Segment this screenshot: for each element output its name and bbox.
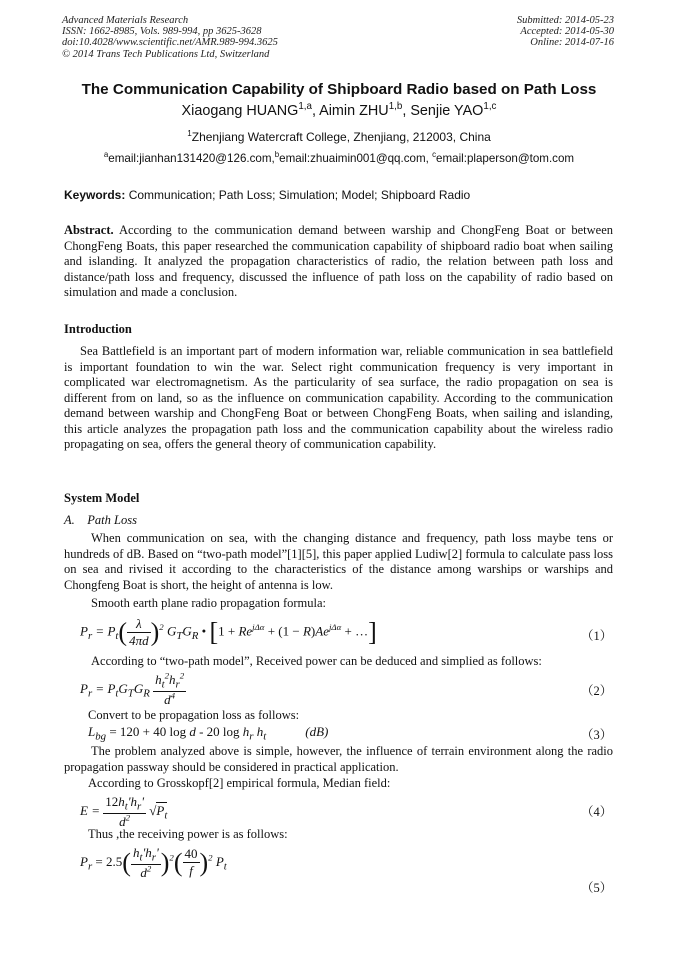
equation-5: $P_r = 2.5$( $\frac{h_t'h_r'}{d^2}$ )$^2$( $\frac{40}{f}$ )$^2$ $P_t$ <box>80 845 227 880</box>
equation-3: $L_{bg} = 120 + 40$ log d - 20 $\log h_r$ $h_t$ (dB) <box>88 724 329 743</box>
author-name: Aimin ZHU <box>319 103 389 119</box>
email-b: email:zhuaimin001@qq.com <box>279 152 426 165</box>
journal-info <box>62 15 278 60</box>
email-a: email:jianhan131420@126.com <box>108 152 272 165</box>
email-sup: c <box>432 150 437 160</box>
equation-number: （1） <box>581 629 613 643</box>
paper-title: The Communication Capability of Shipboard Radio based on Path Loss <box>81 81 597 98</box>
introduction-heading: Introduction <box>64 322 132 336</box>
affiliation-sup: 1 <box>187 129 192 138</box>
equation-1: $P_r = P_t$( $\frac{\lambda}{4\pi d}$ )$^2$ $G_TG_R$ • [$1 + Re^{j\Delta\alpha} + (1 - R)Ae^{j\Delta\alpha}$ + …] <box>80 616 377 648</box>
equation-number: （5） <box>581 881 613 895</box>
propagation-formula-intro: Smooth earth plane radio propagation formula: <box>91 596 327 610</box>
abstract <box>64 223 613 301</box>
subsection-title: Path Loss <box>87 513 137 527</box>
grosskopf-intro: According to Grosskopf[2] empirical formula, Median field: <box>88 776 391 790</box>
author-name: Senjie YAO <box>410 103 484 119</box>
email-sup: b <box>274 150 280 160</box>
journal-copyright: © 2014 Trans Tech Publications Ltd, Switzerland <box>62 48 270 60</box>
path-loss-subheading <box>64 513 137 528</box>
path-loss-paragraph: When communication on sea, with the changing distance and frequency, path loss maybe tens or hundreds of dB. Based on “two-path model”[1][5], this paper applied Ludiw[2] formula to calculate pass loss on sea and rivised it according to the characteristics of the distance among warships or warships and Chongfeng Boat is short, the height of antenna is low. <box>64 531 613 592</box>
journal-issn: ISSN: 1662-8985, Vols. 989-994, pp 3625-3628 <box>62 26 262 38</box>
author-list: Xiaogang HUANG$^{1,a}$, Aimin ZHU$^{1,b}$, Senjie YAO$^{1,c}$ <box>181 101 497 119</box>
journal-doi: doi:10.4028/www.scientific.net/AMR.989-994.3625 <box>62 37 278 49</box>
receiving-power-intro: Thus ,the receiving power is as follows: <box>88 827 288 841</box>
journal-name: Advanced Materials Research <box>62 15 189 26</box>
propagation-loss-intro: Convert to be propagation loss as follows: <box>88 708 300 722</box>
subsection-label: A. <box>64 513 75 527</box>
equation-number: （2） <box>581 684 613 698</box>
equation-number: （3） <box>581 728 613 742</box>
submitted-date: Submitted: 2014-05-23 <box>516 15 614 26</box>
author-name: Xiaogang HUANG <box>181 103 299 119</box>
equation-number: （4） <box>581 805 613 819</box>
dates-info <box>517 15 614 49</box>
email-c: email:plaperson@tom.com <box>436 152 575 165</box>
accepted-date: Accepted: 2014-05-30 <box>520 26 614 38</box>
equation-4: E = $\frac{12h_t'h_r'}{d^2}$ $√P_t$ <box>80 794 168 829</box>
author-sup: 1,c <box>483 101 497 113</box>
two-path-intro: According to “two-path model”, Received power can be deduced and simplied as follows: <box>91 654 542 668</box>
terrain-paragraph: The problem analyzed above is simple, however, the influence of terrain environment along the radio propagation passway should be considered in practical application. <box>64 744 613 774</box>
abstract-label: Abstract. <box>64 223 114 237</box>
introduction-text: Sea Battlefield is an important part of modern information war, reliable communication in sea battlefield is important foundation to win the war. Select right communication frequency is very important in complicated war electromagnetism. As the particularity of sea surface, the radio propagation on sea is different from on land, so as the influence on communication capability. According to the communication demand between warship and ChongFeng Boat or between ChongFeng Boats, when sailing and islanding, this article analyzes the propagation path loss and the communication capability about the wireless radio propagating on sea, offers the general theory of communication capability. <box>64 344 613 451</box>
online-date: Online: 2014-07-16 <box>530 37 614 49</box>
email-list: $^a$email:jianhan131420@126.com,$^b$email:zhuaimin001@qq.com, $^c$email:plaperson@tom.com <box>103 150 575 165</box>
keywords-label: Keywords: <box>64 188 126 202</box>
affiliation-text: Zhenjiang Watercraft College, Zhenjiang, 212003, China <box>191 130 491 144</box>
equation-2: $P_r = P_tG_TG_R$ $\frac{h_t^2h_r^2}{d^4}$ <box>80 670 185 707</box>
author-sup: 1,b <box>388 101 403 113</box>
keywords <box>64 188 624 202</box>
author-sup: 1,a <box>298 101 312 113</box>
email-sup: a <box>103 150 109 160</box>
keywords-text: Communication; Path Loss; Simulation; Model; Shipboard Radio <box>128 188 471 202</box>
abstract-text: According to the communication demand between warship and ChongFeng Boat or between ChongFeng Boats, this paper researched the communication capability of shipboard radio boat when sailing and islanding. It analyzed the propagation characteristics of radio, the relation between path loss and distance/path loss and frequency, discussed the influence of path loss on the capability of radio based on simulation and made a conclusion. <box>64 223 614 299</box>
system-model-heading: System Model <box>64 491 140 505</box>
affiliation <box>0 130 678 144</box>
